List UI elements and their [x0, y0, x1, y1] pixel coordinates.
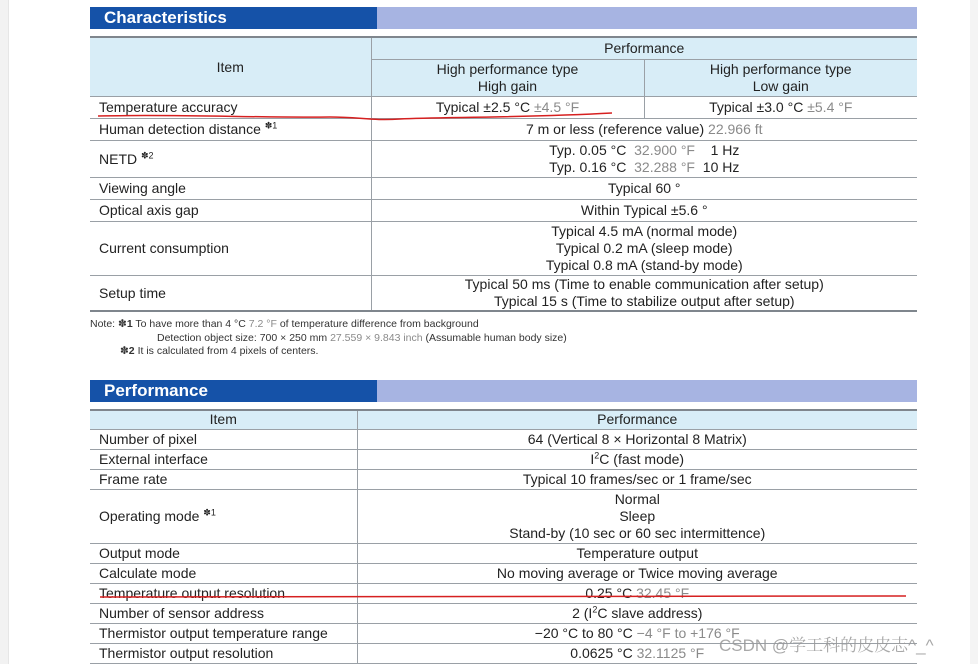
note-2 — [90, 345, 567, 359]
temp-accuracy-low-gain — [644, 96, 917, 118]
viewing-angle-value: Typical 60 ° — [371, 177, 917, 199]
row-label: Number of pixel — [90, 429, 357, 449]
row-label: Calculate mode — [90, 563, 357, 583]
note-mark: ✽1 — [118, 318, 133, 330]
value-main: −20 °C to 80 °C — [534, 624, 633, 641]
footnote-mark: ✽2 — [141, 149, 154, 160]
note-text: It is calculated from 4 pixels of centers. — [137, 345, 319, 357]
interface-value — [357, 449, 917, 469]
title-bar-fill — [377, 380, 917, 402]
table-row — [90, 583, 917, 603]
value-alt: 32.1125 °F — [636, 644, 705, 661]
header-high-gain — [371, 59, 644, 96]
temp-resolution-value — [357, 583, 917, 603]
value-line: Typical 50 ms (Time to enable communication after setup) — [464, 275, 824, 292]
header-high-gain-line1: High performance type — [436, 60, 579, 77]
note-mark: ✽2 — [120, 345, 135, 357]
value-alt: ±5.4 °F — [807, 98, 853, 115]
header-performance: Performance — [357, 410, 917, 429]
value-alt: 22.966 ft — [708, 120, 763, 137]
table-row — [90, 221, 917, 275]
footnote-mark: ✽1 — [264, 120, 278, 131]
table-row — [90, 449, 917, 469]
calculate-mode-value: No moving average or Twice moving average — [357, 563, 917, 583]
row-label: Current consumption — [90, 221, 371, 275]
human-distance-value — [371, 118, 917, 140]
characteristics-table — [90, 36, 917, 312]
value-main: 0.25 °C — [585, 584, 633, 601]
row-label-cell — [90, 140, 371, 177]
right-scrollbar[interactable] — [970, 0, 978, 664]
value-line: Typical 0.2 mA (sleep mode) — [555, 239, 733, 256]
pixels-value: 64 (Vertical 8 × Horizontal 8 Matrix) — [357, 429, 917, 449]
table-row — [90, 489, 917, 543]
note-text-alt: 7.2 °F — [248, 318, 277, 330]
table-row — [90, 118, 917, 140]
note-text-alt: 27.559 × 9.843 inch — [330, 331, 423, 344]
value-sup: 2 — [592, 603, 598, 614]
row-label: Operating mode — [99, 507, 200, 524]
header-item: Item — [90, 37, 371, 96]
value-part: C (fast mode) — [599, 450, 685, 467]
current-consumption-value — [371, 221, 917, 275]
value-main: Typical ±3.0 °C — [709, 98, 804, 115]
header-low-gain-line2: Low gain — [752, 77, 809, 94]
note-text: of temperature difference from background — [279, 318, 479, 330]
value-line: Sleep — [619, 507, 656, 524]
table-row — [90, 469, 917, 489]
value-line: Typical 4.5 mA (normal mode) — [551, 222, 738, 239]
characteristics-title: Characteristics — [90, 7, 391, 29]
note-text: (Assumable human body size) — [425, 331, 567, 344]
row-label: Temperature output resolution — [90, 583, 357, 603]
value-alt: −4 °F to +176 °F — [636, 624, 740, 641]
row-label: Frame rate — [90, 469, 357, 489]
footnote-mark: ✽1 — [203, 506, 216, 517]
characteristics-title-bar — [90, 7, 917, 29]
value-part: 2 (I — [572, 604, 593, 621]
left-scrollbar[interactable] — [0, 0, 9, 664]
netd-value — [371, 140, 917, 177]
value-main: 7 m or less (reference value) — [525, 120, 705, 137]
netd-line1-alt: 32.900 °F — [634, 141, 695, 158]
table-row — [90, 177, 917, 199]
value-alt: 32.45 °F — [636, 584, 690, 601]
value-line: Typical 15 s (Time to stabilize output after setup) — [493, 292, 795, 309]
frame-rate-value: Typical 10 frames/sec or 1 frame/sec — [357, 469, 917, 489]
table-row — [90, 199, 917, 221]
row-label: Thermistor output resolution — [90, 643, 357, 663]
netd-line2-main: Typ. 0.16 °C — [549, 158, 627, 175]
value-part: C slave address) — [597, 604, 703, 621]
value-main: 0.0625 °C — [570, 644, 633, 661]
value-main: Typical ±2.5 °C — [435, 98, 531, 115]
row-label: Human detection distance — [99, 121, 261, 137]
row-label: Number of sensor address — [90, 603, 357, 623]
row-label: Optical axis gap — [90, 199, 371, 221]
value-part: I — [590, 450, 595, 467]
header-item: Item — [90, 410, 357, 429]
table-row — [90, 429, 917, 449]
note-text: Detection object size: 700 × 250 mm — [157, 331, 328, 344]
sensor-address-value — [357, 603, 917, 623]
optical-axis-gap-value: Within Typical ±5.6 ° — [371, 199, 917, 221]
table-row — [90, 603, 917, 623]
row-label: Temperature accuracy — [90, 96, 371, 118]
netd-line1-freq: 1 Hz — [710, 141, 740, 158]
row-label: Setup time — [90, 275, 371, 311]
value-line: Stand-by (10 sec or 60 sec intermittence) — [509, 524, 766, 541]
csdn-watermark: CSDN @学工科的皮皮志^_^ — [719, 636, 934, 655]
value-line: Normal — [614, 490, 660, 507]
netd-line2-freq: 10 Hz — [702, 158, 740, 175]
title-bar-fill — [377, 7, 917, 29]
setup-time-value — [371, 275, 917, 311]
note-text: To have more than 4 °C — [135, 318, 246, 330]
output-mode-value: Temperature output — [357, 543, 917, 563]
value-line: Typical 0.8 mA (stand-by mode) — [545, 256, 743, 273]
table-row — [90, 543, 917, 563]
temp-accuracy-high-gain — [371, 96, 644, 118]
header-high-gain-line2: High gain — [477, 77, 538, 94]
netd-line2-alt: 32.288 °F — [634, 158, 695, 175]
row-label: Thermistor output temperature range — [90, 623, 357, 643]
header-low-gain — [644, 59, 917, 96]
table-row — [90, 563, 917, 583]
value-sup: 2 — [594, 449, 600, 460]
performance-title-bar — [90, 380, 917, 402]
table-row — [90, 140, 917, 177]
note-1 — [90, 318, 567, 332]
table-row — [90, 96, 917, 118]
value-alt: ±4.5 °F — [533, 98, 580, 115]
row-label: Output mode — [90, 543, 357, 563]
netd-line1-main: Typ. 0.05 °C — [549, 141, 627, 158]
performance-table — [90, 409, 917, 664]
row-label: External interface — [90, 449, 357, 469]
row-label-cell — [90, 489, 357, 543]
header-performance: Performance — [371, 37, 917, 59]
characteristics-notes — [90, 318, 567, 359]
row-label: NETD — [99, 150, 138, 167]
row-label: Viewing angle — [90, 177, 371, 199]
note-prefix: Note: — [90, 318, 116, 330]
performance-title: Performance — [90, 380, 391, 402]
note-1-detail — [90, 332, 567, 346]
header-low-gain-line1: High performance type — [709, 60, 852, 77]
operating-mode-value — [357, 489, 917, 543]
row-label-cell — [90, 118, 371, 140]
table-row — [90, 275, 917, 311]
